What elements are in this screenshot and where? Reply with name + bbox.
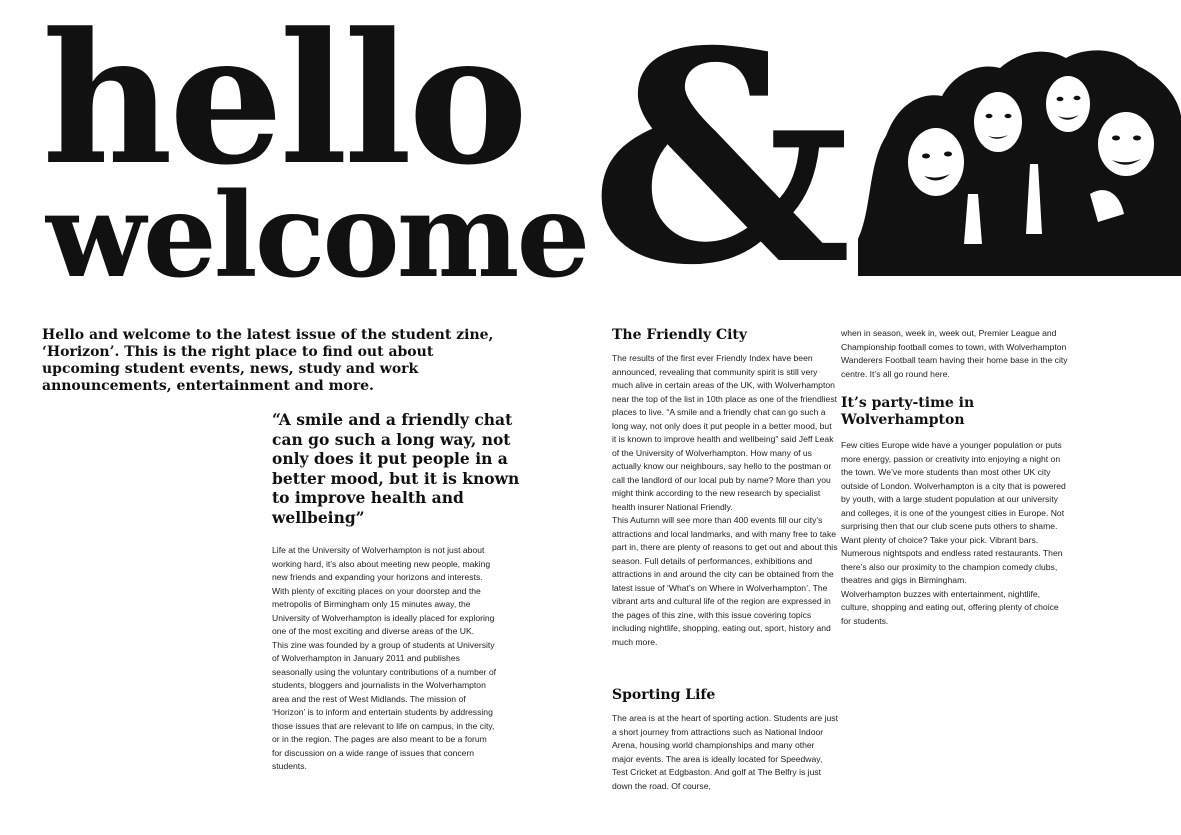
paragraph: Life at the University of Wolverhampton is not just about working hard, it’s also about meeting new people, making new friends and expanding your horizons and interests. With plenty of exciting places on your doorstep and the metropolis of Birmingham only 15 minutes away, the University of Wolverhampton is ideally placed for exploring one of the most exciting and diverse areas of the UK.	[272, 545, 495, 636]
section-heading: The Friendly City	[612, 327, 748, 343]
section-body	[841, 439, 1069, 628]
section-heading: It’s party-time in Wolverhampton	[841, 395, 975, 428]
section-heading: Sporting Life	[612, 687, 716, 703]
group-photo-icon	[858, 44, 1181, 276]
column-university	[272, 544, 498, 774]
section-friendly-city	[612, 327, 838, 649]
masthead-welcome: welcome	[46, 168, 588, 304]
paragraph: Few cities Europe wide have a younger population or puts more energy, passion or creativity into enjoying a night on the town. We’ve more students than most other UK city outside of London. Wolverhampton is a city that is powered by youth, with a large student population at our university and colleges, it is one of the youngest cities in Europe. Not surprising then that our club scene puts others to shame. Want plenty of choice? Take your pick. Vibrant bars. Numerous nightspots and endless rated restaurants. Then there’s also our proximity to the champion comedy clubs, theatres and gigs in Birmingham.	[841, 440, 1066, 585]
paragraph: The area is at the heart of sporting action. Students are just a short journey from attractions such as National Indoor Arena, housing world championships and many other major events. The area is ideally located for Speedway, Test Cricket at Edgbaston. And golf at The Belfry is just down the road. Of course,	[612, 713, 838, 791]
paragraph: This zine was founded by a group of students at University of Wolverhampton in January 2011 and publishes seasonally using the voluntary contributions of a number of students, bloggers and journalists in the Wolverhampton area and the rest of West Midlands. The mission of ‘Horizon’ is to inform and entertain students by addressing those issues that are relevant to life on campus, in the city, or in the region. The pages are also meant to be a forum for discussion on a wide range of issues that concern students.	[272, 639, 497, 771]
pull-quote: “A smile and a friendly chat can go such a long way, not only does it put people in a better mood, but it is known to improve health and wellbeing”	[272, 410, 520, 527]
paragraph: The results of the first ever Friendly Index have been announced, revealing that community spirit is still very much alive in certain areas of the UK, with Wolverhampton near the top of the list in 10th place as one of the friendliest places to live. “A smile and a friendly chat can go such a long way, not only does it put people in a better mood, but it is known to improve health and wellbeing” said Jeff Leak of the University of Wolverhampton. How many of us actually know our neighbours, say hello to the postman or call the landlord of our local pub by name? More than you might think according to the new research by specialist health insurer National Friendly.	[612, 353, 838, 512]
paragraph: when in season, week in, week out, Premier League and Championship football comes to town, with Wolverhampton Wanderers Football team having their home base in the city centre. It’s all go round here.	[841, 328, 1068, 379]
masthead-ampersand: &	[590, 0, 852, 329]
paragraph: This Autumn will see more than 400 events fill our city’s attractions and local landmarks, and with many free to take part in, there are plenty of reasons to get out and about this season. Full details of performances, exhibitions and attractions in and around the city can be obtained from the latest issue of ‘What’s on Where in Wolverhampton’. The vibrant arts and cultural life of the region are expressed in the pages of this zine, with this issue covering topics including nightlife, shopping, eating out, sport, history and much more.	[612, 515, 838, 647]
masthead-hello: hello	[42, 0, 525, 205]
section-body	[612, 352, 838, 649]
section-sporting-life	[612, 687, 838, 793]
intro-text: Hello and welcome to the latest issue of the student zine, ‘Horizon’. This is the right place to find out about upcoming student events, news, study and work announcements, entertainment and more.	[42, 327, 494, 394]
paragraph: Wolverhampton buzzes with entertainment, nightlife, culture, shopping and eating out, offering plenty of choice for students.	[841, 588, 1059, 626]
column-city-life	[841, 327, 1069, 628]
section-body	[841, 327, 1069, 381]
section-body	[612, 712, 838, 793]
